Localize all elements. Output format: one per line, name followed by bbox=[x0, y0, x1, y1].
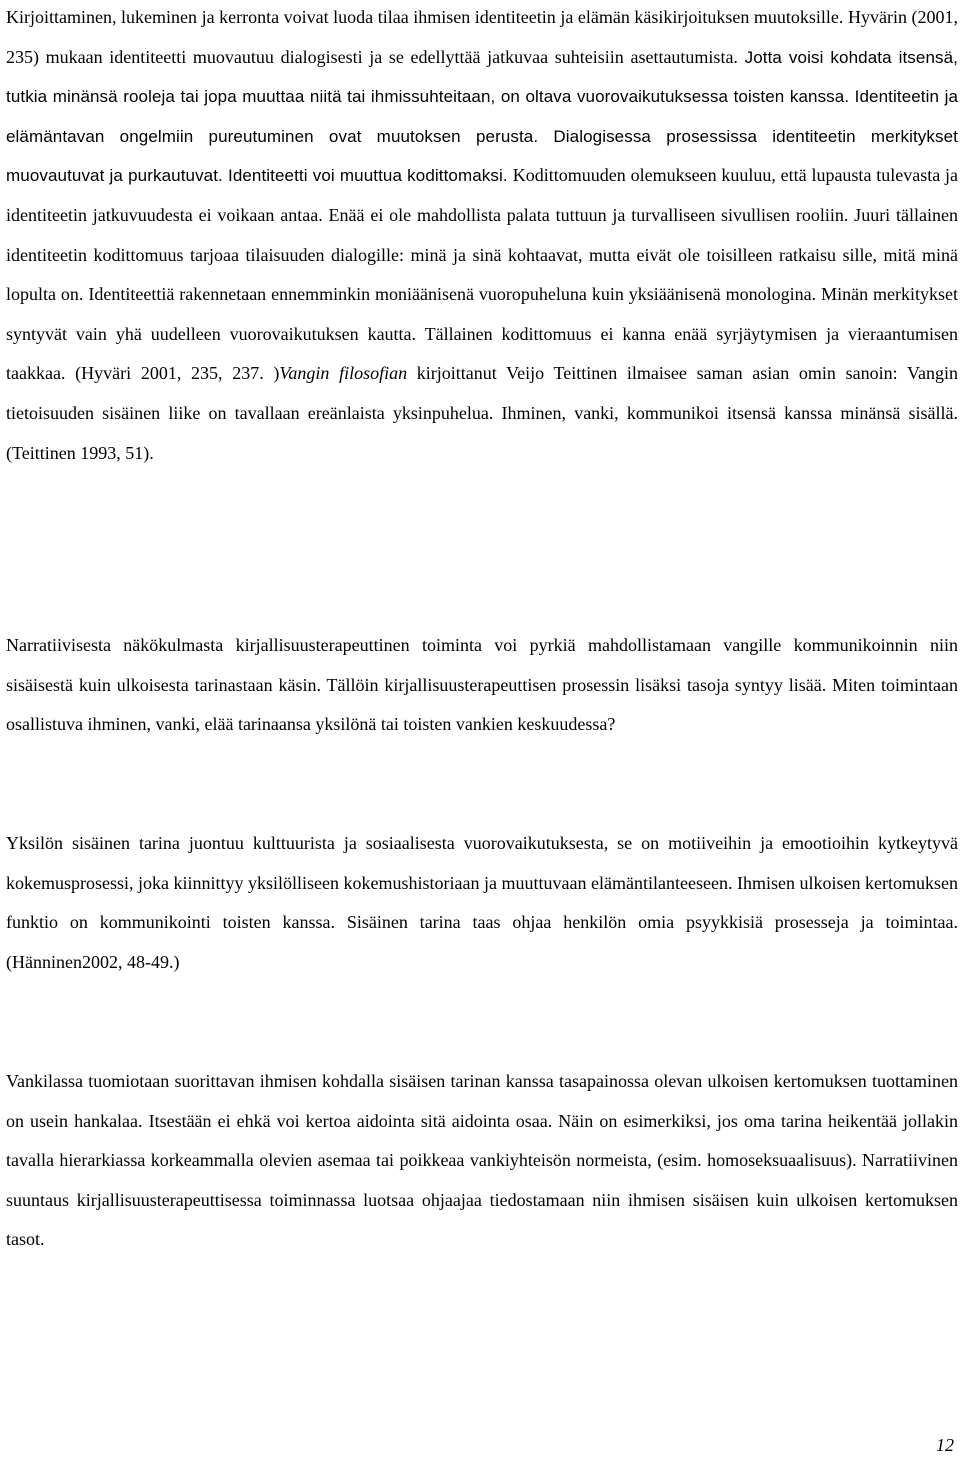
paragraph-1-segment-5: kirjoittanut Veijo Teittinen ilmaisee saman asian omin sanoin: Vangin tietoisuuden sisäinen liike on tavallaan ereänlaista yksinpuhelua. Ihminen, vanki, kommunikoi itsensä kanssa minänsä sisällä. (Teittinen 1993, 51). bbox=[6, 363, 958, 463]
paragraph-4: Vankilassa tuomiotaan suorittavan ihmisen kohdalla sisäisen tarinan kanssa tasapainossa olevan ulkoisen kertomuksen tuottaminen on usein hankalaa. Itsestään ei ehkä voi kertoa aidointa sitä aidointa osaa. Näin on esimerkiksi, jos oma tarina heikentää jollakin tavalla hierarkiassa korkeammalla olevien asemaa tai poikkeaa vankiyhteisön normeista, (esim. homoseksuaalisuus). Narratiivinen suuntaus kirjallisuusterapeuttisessa toiminnassa luotsaa ohjaajaa tiedostamaan niin ihmisen sisäisen kuin ulkoisen kertomuksen tasot. bbox=[6, 1071, 958, 1250]
paragraph-3: Yksilön sisäinen tarina juontuu kulttuurista ja sosiaalisesta vuorovaikutuksesta, se on motiiveihin ja emootioihin kytkeytyvä kokemusprosessi, joka kiinnittyy yksilölliseen kokemushistoriaan ja muuttuvaan elämäntilanteeseen. Ihmisen ulkoisen kertomuksen funktio on kommunikointi toisten kanssa. Sisäinen tarina taas ohjaa henkilön omia psyykkisiä prosesseja ja toimintaa. (Hänninen2002, 48-49.) bbox=[6, 833, 958, 972]
paragraph-1 bbox=[6, 0, 958, 473]
book-title-vangin-filosofian: Vangin filosofian bbox=[279, 363, 408, 384]
paragraph-1-segment-3: Kodittomuuden olemukseen kuuluu, että lupausta tulevasta ja identiteetin jatkuvuudesta ei voikaan antaa. Enää ei ole mahdollista palata tuttuun ja turvalliseen sivullisen rooliin. Juuri tällainen identiteetin kodittomuus tarjoaa tilaisuuden dialogille: minä ja sinä kohtaavat, mutta eivät ole toisilleen ratkaisu sille, mitä minä lopulta on. Identiteettiä rakennetaan ennemminkin moniäänisenä vuoropuheluna kuin yksiäänisenä monologina. Minän merkitykset syntyvät vain yhä uudelleen vuorovaikutuksen kautta. Tällainen kodittomuus ei kanna enää syrjäytymisen ja vieraantumisen taakkaa. (Hyväri 2001, 235, 237. ) bbox=[6, 165, 958, 384]
paragraph-2: Narratiivisesta näkökulmasta kirjallisuusterapeuttinen toiminta voi pyrkiä mahdollistamaan vangille kommunikoinnin niin sisäisestä kuin ulkoisesta tarinastaan käsin. Tällöin kirjallisuusterapeuttisen prosessin lisäksi tasoja syntyy lisää. Miten toimintaan osallistuva ihminen, vanki, elää tarinaansa yksilönä tai toisten vankien keskuudessa? bbox=[6, 635, 958, 735]
paragraph-1-segment-1: Kirjoittaminen, lukeminen ja kerronta voivat luoda tilaa ihmisen identiteetin ja elämän käsikirjoituksen muutoksille. Hyvärin (2001, 235) mukaan identiteetti muovautuu dialogisesti ja se edellyttää jatkuvaa suhteisiin asettautumista. bbox=[6, 7, 958, 67]
document-page bbox=[6, 0, 958, 1460]
page-number: 12 bbox=[936, 1435, 954, 1455]
paragraph-1-segment-2: Jotta voisi kohdata itsensä, tutkia minänsä rooleja tai jopa muuttaa niitä tai ihmissuhteitaan, on oltava vuorovaikutuksessa toisten kanssa. Identiteetin ja elämäntavan ongelmiin pureutuminen ovat muutoksen perusta. Dialogisessa prosessissa identiteetin merkitykset muovautuvat ja purkautuvat. Identiteetti voi muuttua kodittomaksi. bbox=[6, 47, 958, 186]
